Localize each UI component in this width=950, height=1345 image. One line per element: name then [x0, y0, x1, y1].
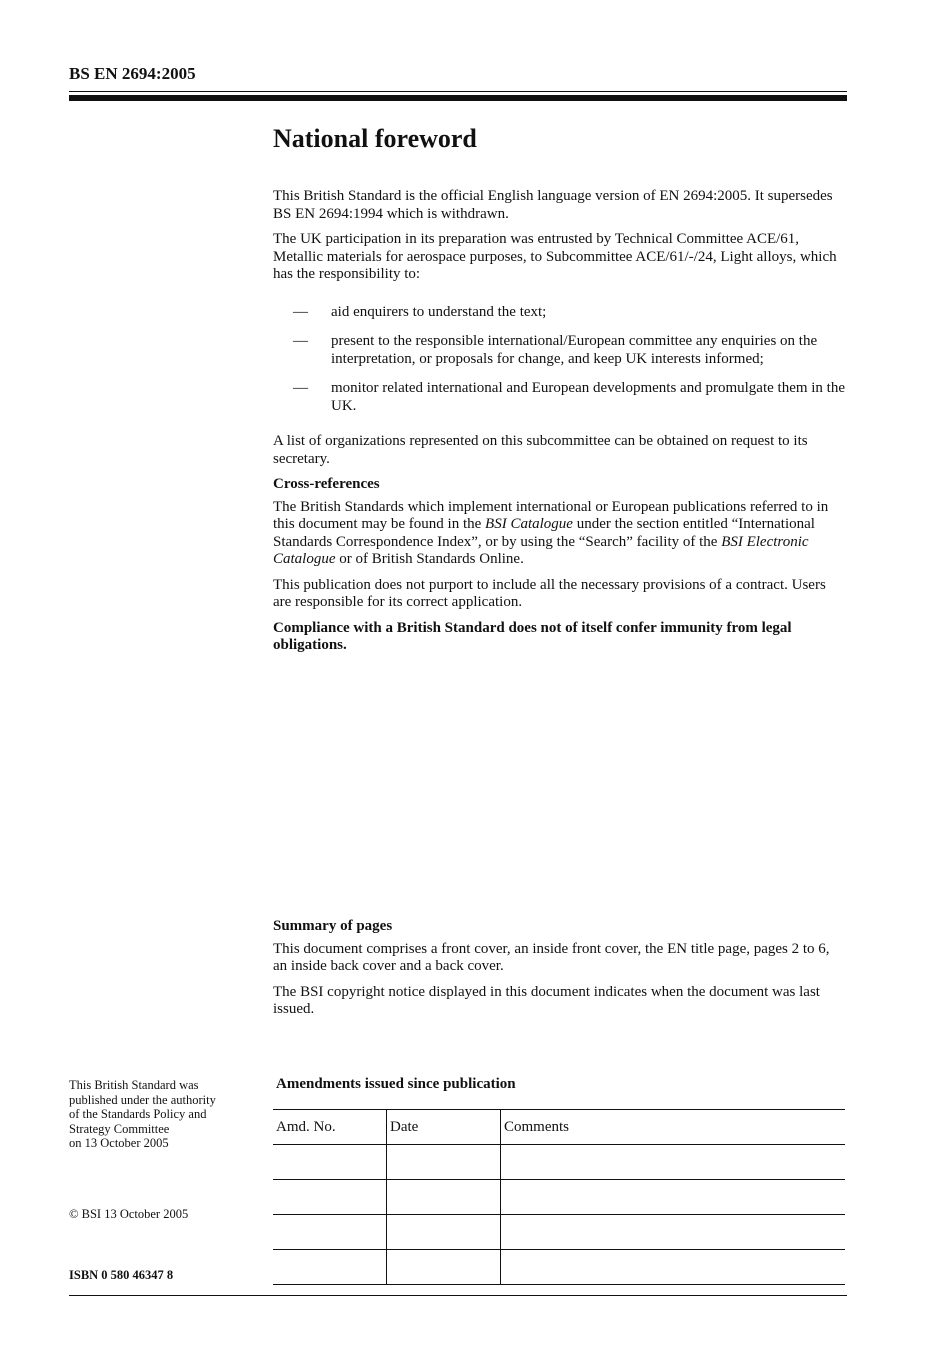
publication-note-line: of the Standards Policy and: [69, 1107, 207, 1121]
table-cell: [273, 1145, 387, 1180]
table-cell: [501, 1215, 846, 1250]
table-cell: [501, 1180, 846, 1215]
table-cell: [387, 1180, 501, 1215]
table-row: [273, 1215, 845, 1250]
table-cell: [387, 1215, 501, 1250]
amendments-heading: Amendments issued since publication: [276, 1076, 516, 1092]
list-item: [273, 380, 847, 415]
table-row: [273, 1250, 845, 1285]
main-body: [273, 188, 847, 663]
cross-references-text: The British Standards which implement international or European publications referred to in this document may be found in the: [273, 498, 829, 532]
publication-note-line: on 13 October 2005: [69, 1136, 169, 1150]
copyright-notice: © BSI 13 October 2005: [69, 1207, 189, 1221]
summary-paragraph-1: This document comprises a front cover, an inside front cover, the EN title page, pages 2 to 6, an inside back cover and a back cover.: [273, 940, 830, 974]
publication-note: [69, 1078, 254, 1151]
list-item-text: monitor related international and European developments and promulgate them in the UK.: [331, 380, 846, 414]
dash-bullet: —: [293, 333, 308, 349]
organizations-paragraph: A list of organizations represented on this subcommittee can be obtained on request to its secretary.: [273, 433, 808, 467]
table-cell: [387, 1250, 501, 1285]
summary-section: [273, 918, 847, 1027]
cross-references-paragraph: [273, 499, 847, 569]
table-row: [273, 1180, 845, 1215]
table-header-row: [273, 1110, 845, 1145]
column-header-amd-no: Amd. No.: [273, 1110, 387, 1145]
cross-references-text: or of British Standards Online.: [335, 551, 524, 567]
cross-references-text: under the section entitled “International Standards Correspondence Index”, or by using the “Search” facility of the: [273, 516, 815, 550]
table-cell: [387, 1145, 501, 1180]
cross-references-heading: Cross-references: [273, 476, 380, 492]
dash-bullet: —: [293, 303, 308, 320]
bsi-electronic-catalogue-title: BSI Electronic Catalogue: [273, 533, 809, 567]
table-cell: [501, 1250, 846, 1285]
amendments-table: [273, 1109, 845, 1285]
table-cell: [273, 1180, 387, 1215]
intro-paragraph-2: The UK participation in its preparation was entrusted by Technical Committee ACE/61, Metallic materials for aerospace purposes, to Subcommittee ACE/61/-/24, Light alloys, which has the responsibility to:: [273, 231, 837, 282]
column-header-comments: Comments: [501, 1110, 846, 1145]
document-id: BS EN 2694:2005: [69, 64, 196, 83]
table-cell: [501, 1145, 846, 1180]
bsi-catalogue-title: BSI Catalogue: [485, 516, 573, 532]
page-title: National foreword: [273, 124, 477, 153]
provisions-paragraph: This publication does not purport to include all the necessary provisions of a contract. Users are responsible for its correct application.: [273, 576, 826, 610]
publication-note-line: Strategy Committee: [69, 1121, 170, 1136]
publication-note-line: This British Standard was: [69, 1078, 199, 1092]
header-rule-thick: [69, 95, 847, 101]
publication-note-line: published under the authority: [69, 1092, 216, 1107]
compliance-statement: Compliance with a British Standard does not of itself confer immunity from legal obligations.: [273, 619, 792, 653]
header-rule-thin: [69, 91, 847, 92]
column-header-date: Date: [387, 1110, 501, 1145]
summary-paragraph-2: The BSI copyright notice displayed in this document indicates when the document was last issued.: [273, 983, 820, 1017]
table-cell: [273, 1215, 387, 1250]
list-item-text: present to the responsible international/European committee any enquiries on the interpretation, or proposals for change, and keep UK interests informed;: [331, 333, 818, 367]
list-item: [273, 333, 847, 368]
list-item: [273, 304, 847, 322]
intro-paragraph-1: This British Standard is the official English language version of EN 2694:2005. It supersedes BS EN 2694:1994 which is withdrawn.: [273, 188, 833, 222]
table-row: [273, 1145, 845, 1180]
table-cell: [273, 1250, 387, 1285]
isbn: ISBN 0 580 46347 8: [69, 1268, 174, 1282]
summary-heading: Summary of pages: [273, 918, 393, 934]
list-item-text: aid enquirers to understand the text;: [331, 303, 547, 320]
dash-bullet: —: [293, 380, 308, 396]
footer-rule: [69, 1295, 847, 1296]
